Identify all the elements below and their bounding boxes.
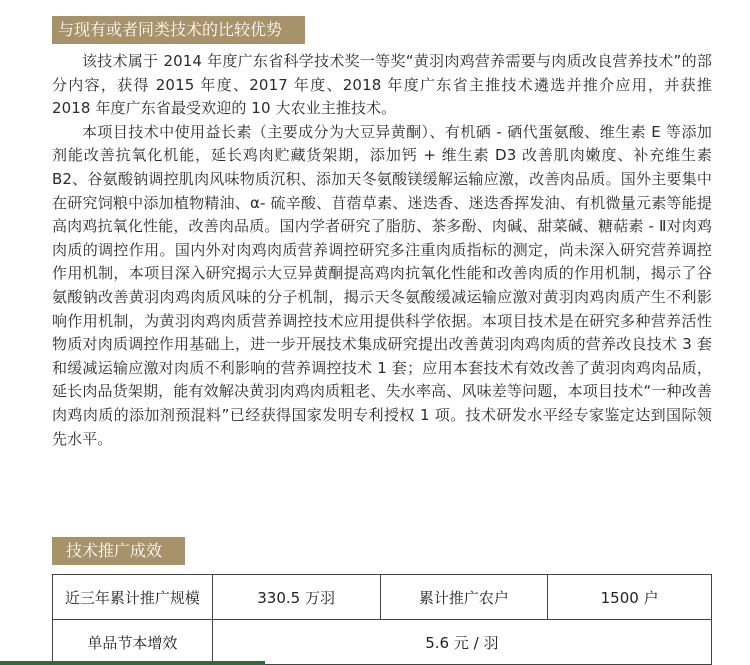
promotion-effect-header: 技术推广成效 [52, 537, 185, 565]
table-row [53, 620, 712, 665]
table-row [53, 575, 712, 620]
bottom-accent-bar [0, 661, 265, 665]
cost-saving-label: 单品节本增效 [53, 620, 213, 665]
promotion-scale-value: 330.5 万羽 [212, 575, 380, 620]
comparison-body-text [52, 50, 712, 451]
paragraph-technology-detail: 本项目技术中使用益长素（主要成分为大豆异黄酮）、有机硒 - 硒代蛋氨酸、维生素 E 等添加剂能改善抗氧化机能，延长鸡肉贮藏货架期，添加钙 + 维生素 D3 改善肌肉嫩度、补充维生素 B2、谷氨酸钠调控肌肉风味物质沉积、添加天冬氨酸镁缓解运输应激，改善肉品质。国外主要集中在研究饲粮中添加植物精油、α- 硫辛酸、苜蓿草素、迷迭香、迷迭香挥发油、有机微量元素等能提高肉鸡抗氧化性能，改善肉品质。国内学者研究了脂肪、茶多酚、肉碱、甜菜碱、糖萜素 - Ⅱ对肉鸡肉质的调控作用。国内外对肉鸡肉质营养调控研究多注重肉质指标的测定，尚未深入研究营养调控作用机制，本项目深入研究揭示大豆异黄酮提高鸡肉抗氧化性能和改善肉质的作用机制，揭示了谷氨酸钠改善黄羽肉鸡肉质风味的分子机制，揭示天冬氨酸缓减运输应激对黄羽肉鸡肉质产生不利影响作用机制，为黄羽肉鸡肉质营养调控技术应用提供科学依据。本项目技术是在研究多种营养活性物质对肉质调控作用基础上，进一步开展技术集成研究提出改善黄羽肉鸡肉质的营养改良技术 3 套和缓减运输应激对肉质不利影响的营养调控技术 1 套；应用本套技术有效改善了黄羽肉鸡肉品质，延长肉品货架期，能有效解决黄羽肉鸡肉质粗老、失水率高、风味差等问题，本项目技术“一种改善肉鸡肉质的添加剂预混料”已经获得国家发明专利授权 1 项。技术研发水平经专家鉴定达到国际领先水平。 [52, 122, 712, 448]
comparison-advantage-header: 与现有或者同类技术的比较优势 [52, 16, 305, 44]
promotion-farmers-label: 累计推广农户 [380, 575, 548, 620]
cost-saving-value: 5.6 元 / 羽 [212, 620, 711, 665]
promotion-table [52, 574, 712, 665]
promotion-farmers-value: 1500 户 [548, 575, 712, 620]
paragraph-award: 该技术属于 2014 年度广东省科学技术奖一等奖“黄羽肉鸡营养需要与肉质改良营养技术”的部分内容，获得 2015 年度、2017 年度、2018 年度广东省主推技术遴选并推介应用，并获推 2018 年度广东省最受欢迎的 10 大农业主推技术。 [52, 52, 712, 118]
promotion-scale-label: 近三年累计推广规模 [53, 575, 213, 620]
